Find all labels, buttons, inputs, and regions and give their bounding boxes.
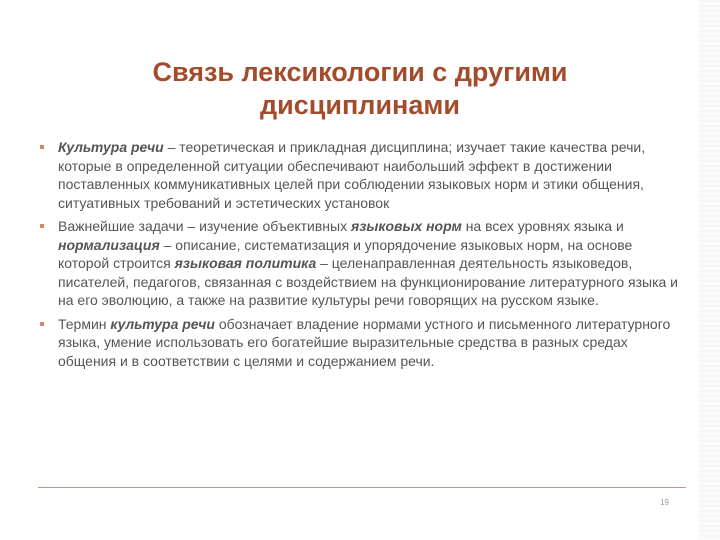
text-segment: Термин bbox=[58, 315, 111, 332]
emphasis-term: языковых норм bbox=[351, 218, 462, 234]
emphasis-term: нормализация bbox=[58, 236, 160, 253]
emphasis-term: культура речи bbox=[110, 315, 215, 332]
footer-divider bbox=[38, 487, 686, 488]
slide-title: Связь лексикологии с другими дисциплинами bbox=[152, 57, 568, 120]
text-segment: на всех уровнях языка и bbox=[461, 218, 624, 234]
page-number: 19 bbox=[660, 498, 669, 507]
emphasis-term: Культура речи bbox=[58, 139, 164, 155]
bullet-item bbox=[40, 315, 680, 371]
bullet-item bbox=[40, 138, 680, 212]
bullet-text bbox=[58, 139, 645, 211]
bullet-text bbox=[58, 218, 678, 308]
decorative-edge-strip bbox=[698, 0, 720, 540]
text-segment: – описание, систематизация и упорядочение языковых норм, на основе которой строится bbox=[58, 236, 633, 271]
bullet-square-icon bbox=[40, 224, 44, 228]
text-segment: Важнейшие задачи – изучение объективных bbox=[58, 218, 351, 234]
bullet-square-icon bbox=[40, 322, 44, 326]
text-segment: обозначает владение нормами устного и письменного литературного языка, умение использовать его богатейшие выразительные средства в разных средах общения и в соответствии с целями и содержанием речи. bbox=[58, 315, 671, 369]
text-segment: – теоретическая и прикладная дисциплина; изучает такие качества речи, которые в определенной ситуации обеспечивают наибольший эффект в достижении поставленных коммуникативных целей при соблюдении языковых норм и этики общения, ситуативных требований и эстетических установок bbox=[58, 139, 646, 211]
bullet-item bbox=[40, 217, 680, 310]
bullet-list bbox=[40, 138, 680, 375]
bullet-text bbox=[58, 316, 670, 369]
emphasis-term: языковая политика bbox=[174, 255, 317, 271]
text-segment: – целенаправленная деятельность языковедов, писателей, педагогов, связанная с воздействием на функционирование литературного языка и на его эволюцию, а также на развитие культуры речи говорящих на русском языке. bbox=[58, 255, 678, 308]
bullet-square-icon bbox=[40, 145, 44, 149]
